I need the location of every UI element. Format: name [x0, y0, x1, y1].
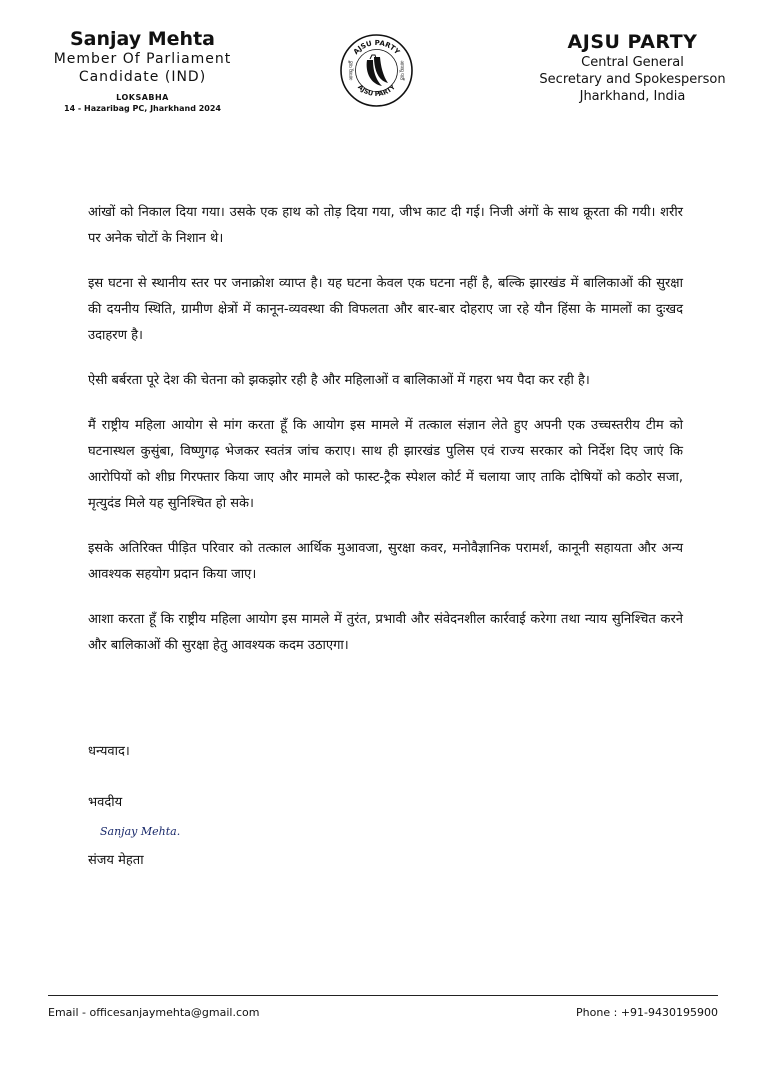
letter-paragraph: मैं राष्ट्रीय महिला आयोग से मांग करता हूँ कि आयोग इस मामले में तत्काल संज्ञान लेते हुए अपनी एक उच्चस्तरीय टीम को घटनास्थल कुसुंबा, विष्णुगढ़ भेजकर स्वतंत्र जांच कराए। साथ ही झारखंड पुलिस एवं राज्य सरकार को निर्देश दिए जाएं कि आरोपियों को शीघ्र गिरफ्तार किया जाए और मामले को फास्ट-ट्रैक स्पेशल कोर्ट में चलाया जाए ताकि दोषियों को कठोर सजा, मृत्युदंड मिले यह सुनिश्चित हो सके।	[88, 418, 683, 511]
yours-line: भवदीय	[88, 795, 123, 810]
letter-paragraph: इसके अतिरिक्त पीड़ित परिवार को तत्काल आर्थिक मुआवजा, सुरक्षा कवर, मनोवैज्ञानिक परामर्श, कानूनी सहायता और अन्य आवश्यक सहयोग प्रदान किया जाए।	[88, 541, 683, 582]
sender-house: LOKSABHA	[116, 93, 169, 102]
svg-text:Sanjay Mehta.: Sanjay Mehta.	[100, 825, 181, 838]
footer-divider	[48, 995, 718, 996]
sender-name: Sanjay Mehta	[69, 28, 215, 50]
party-location: Jharkhand, India	[579, 89, 686, 104]
sender-candidacy: Candidate (IND)	[78, 69, 207, 85]
logo-left-text: आजसू पार्टी	[349, 60, 355, 81]
signature	[98, 818, 208, 844]
footer-phone: Phone : +91-9430195900	[576, 1006, 718, 1019]
signatory-name: संजय मेहता	[88, 853, 144, 868]
letter-paragraph: ऐसी बर्बरता पूरे देश की चेतना को झकझोर रही है और महिलाओं व बालिकाओं में गहरा भय पैदा कर रही है।	[88, 373, 590, 388]
sender-block	[40, 28, 245, 114]
sender-constituency: 14 - Hazaribag PC, Jharkhand 2024	[64, 104, 221, 113]
party-name: AJSU PARTY	[567, 31, 698, 53]
letter-body	[88, 200, 683, 678]
party-role-line-2: Secretary and Spokesperson	[539, 72, 726, 87]
logo-bottom-text: AJSU PARTY	[356, 83, 397, 99]
party-block	[525, 30, 740, 105]
party-logo	[339, 33, 414, 108]
letter-paragraph: आंखों को निकाल दिया गया। उसके एक हाथ को तोड़ दिया गया, जीभ काट दी गई। निजी अंगों के साथ क्रूरता की गयी। शरीर पर अनेक चोटों के निशान थे।	[88, 205, 683, 246]
letter-paragraph: आशा करता हूँ कि राष्ट्रीय महिला आयोग इस मामले में तुरंत, प्रभावी और संवेदनशील कार्रवाई करेगा तथा न्याय सुनिश्चित करने और बालिकाओं की सुरक्षा हेतु आवश्यक कदम उठाएगा।	[88, 612, 683, 653]
letter-paragraph: इस घटना से स्थानीय स्तर पर जनाक्रोश व्याप्त है। यह घटना केवल एक घटना नहीं है, बल्कि झारखंड में बालिकाओं की सुरक्षा की दयनीय स्थिति, ग्रामीण क्षेत्रों में कानून-व्यवस्था की विफलता और बार-बार दोहराए जा रहे यौन हिंसा के मामलों का दुःखद उदाहरण है।	[88, 276, 683, 343]
logo-right-text: आजसू पार्टी	[398, 60, 404, 81]
logo-top-text: AJSU PARTY	[351, 38, 402, 57]
thanks-line: धन्यवाद।	[88, 744, 130, 759]
sender-title: Member Of Parliament	[53, 51, 232, 67]
footer-email: Email - officesanjaymehta@gmail.com	[48, 1006, 260, 1019]
party-role-line-1: Central General	[581, 55, 684, 70]
